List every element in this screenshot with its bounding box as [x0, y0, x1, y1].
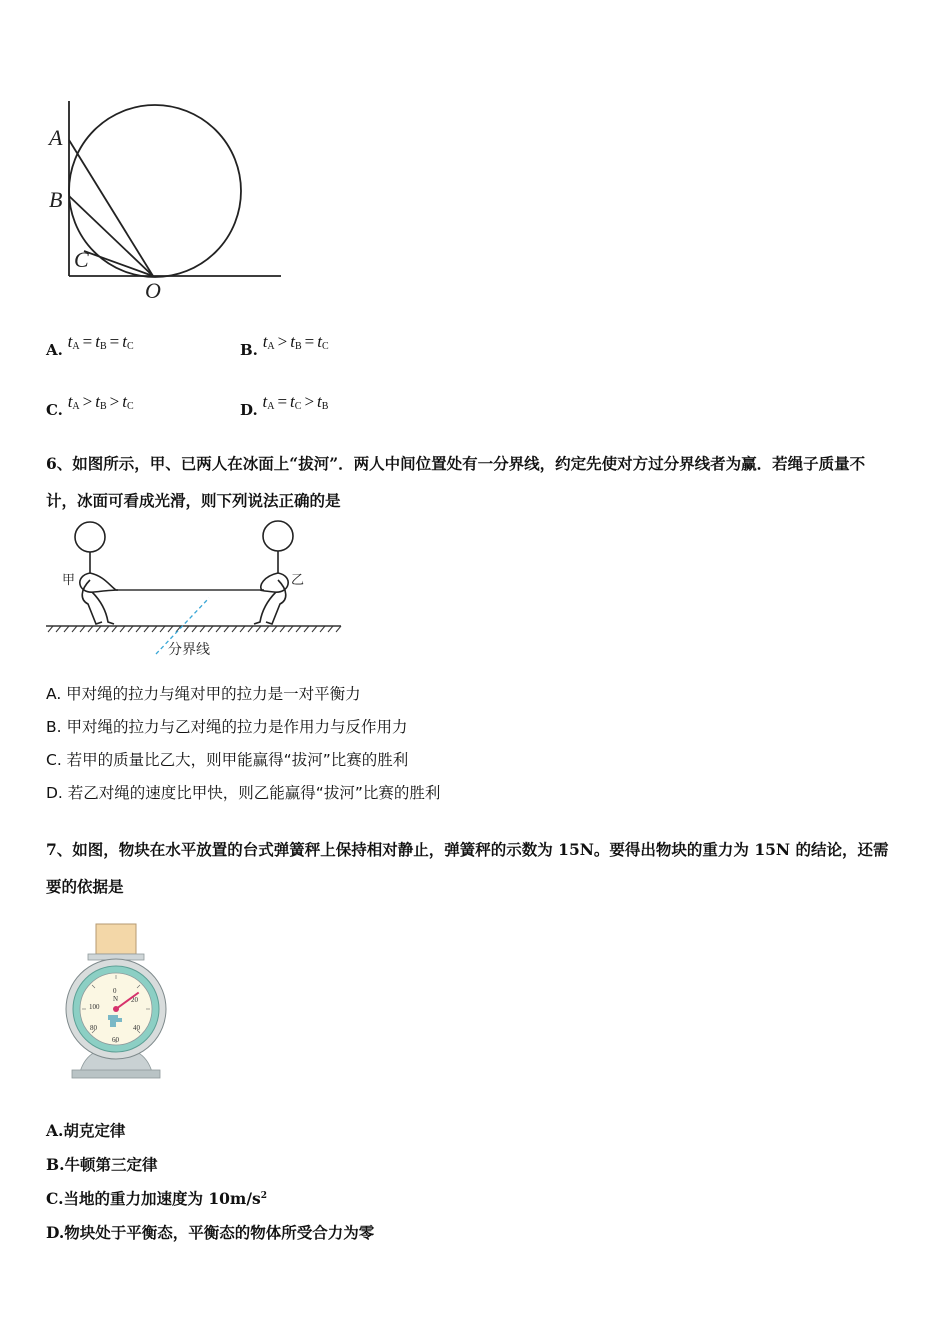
q6-option-a: A. 甲对绳的拉力与绳对甲的拉力是一对平衡力	[46, 685, 361, 703]
block	[96, 924, 136, 954]
circle	[69, 105, 241, 277]
dial-0: 0	[113, 987, 117, 995]
q6-option-b: B. 甲对绳的拉力与乙对绳的拉力是作用力与反作用力	[46, 718, 408, 736]
q6-tug-of-war-figure	[44, 518, 344, 663]
ice-hatch	[48, 626, 341, 632]
q5-circle-figure	[40, 95, 300, 310]
dial-unit: N	[113, 995, 119, 1003]
q7-spring-scale-figure	[60, 920, 172, 1086]
q7-option-c	[46, 1187, 267, 1209]
dial-20: 20	[131, 996, 138, 1004]
label-yi: 乙	[291, 573, 305, 588]
label-a: A	[49, 125, 63, 150]
q7-option-c-text: C.当地的重力加速度为 10m/s	[46, 1189, 261, 1208]
label-dividing-line: 分界线	[168, 642, 210, 658]
q6-question-text: 6、如图所示，甲、已两人在冰面上“拔河”．两人中间位置处有一分界线，约定先使对方过分界线者为赢．若绳子质量不 计，冰面可看成光滑，则下列说法正确的是	[46, 454, 866, 510]
label-b: B	[49, 187, 63, 212]
person-yi	[254, 521, 293, 624]
q6-option-d: D. 若乙对绳的速度比甲快，则乙能赢得“拔河”比赛的胜利	[46, 784, 441, 802]
label-c: C	[74, 247, 89, 272]
q5-option-c: C. $t_A > t_B > t_C$	[46, 392, 134, 419]
q5-option-b: B. $t_A > t_B = t_C$	[240, 332, 329, 359]
q6-option-c: C. 若甲的质量比乙大，则甲能赢得“拔河”比赛的胜利	[46, 751, 409, 769]
dial-80: 80	[90, 1024, 97, 1032]
dial-40: 40	[133, 1024, 140, 1032]
chord-c	[84, 251, 153, 276]
q7-question-text: 7、如图，物块在水平放置的台式弹簧秤上保持相对静止，弹簧秤的示数为 15N。要得出物块的重力为 15N 的结论，还需 要的依据是	[46, 840, 889, 896]
q5-option-a: A. $t_A = t_B = t_C$	[46, 332, 134, 359]
q7-option-a: A.胡克定律	[46, 1121, 126, 1140]
label-jia: 甲	[62, 573, 76, 588]
q7-option-c-superscript: 2	[260, 1190, 267, 1201]
label-o: O	[145, 278, 161, 303]
q7-option-b: B.牛顿第三定律	[46, 1155, 158, 1174]
q7-option-d: D.物块处于平衡态，平衡态的物体所受合力为零	[46, 1223, 375, 1242]
person-jia	[75, 522, 118, 624]
dial-60: 60	[112, 1036, 119, 1044]
dial-100: 100	[89, 1003, 100, 1011]
q5-option-d: D. $t_A = t_C > t_B$	[240, 392, 329, 419]
